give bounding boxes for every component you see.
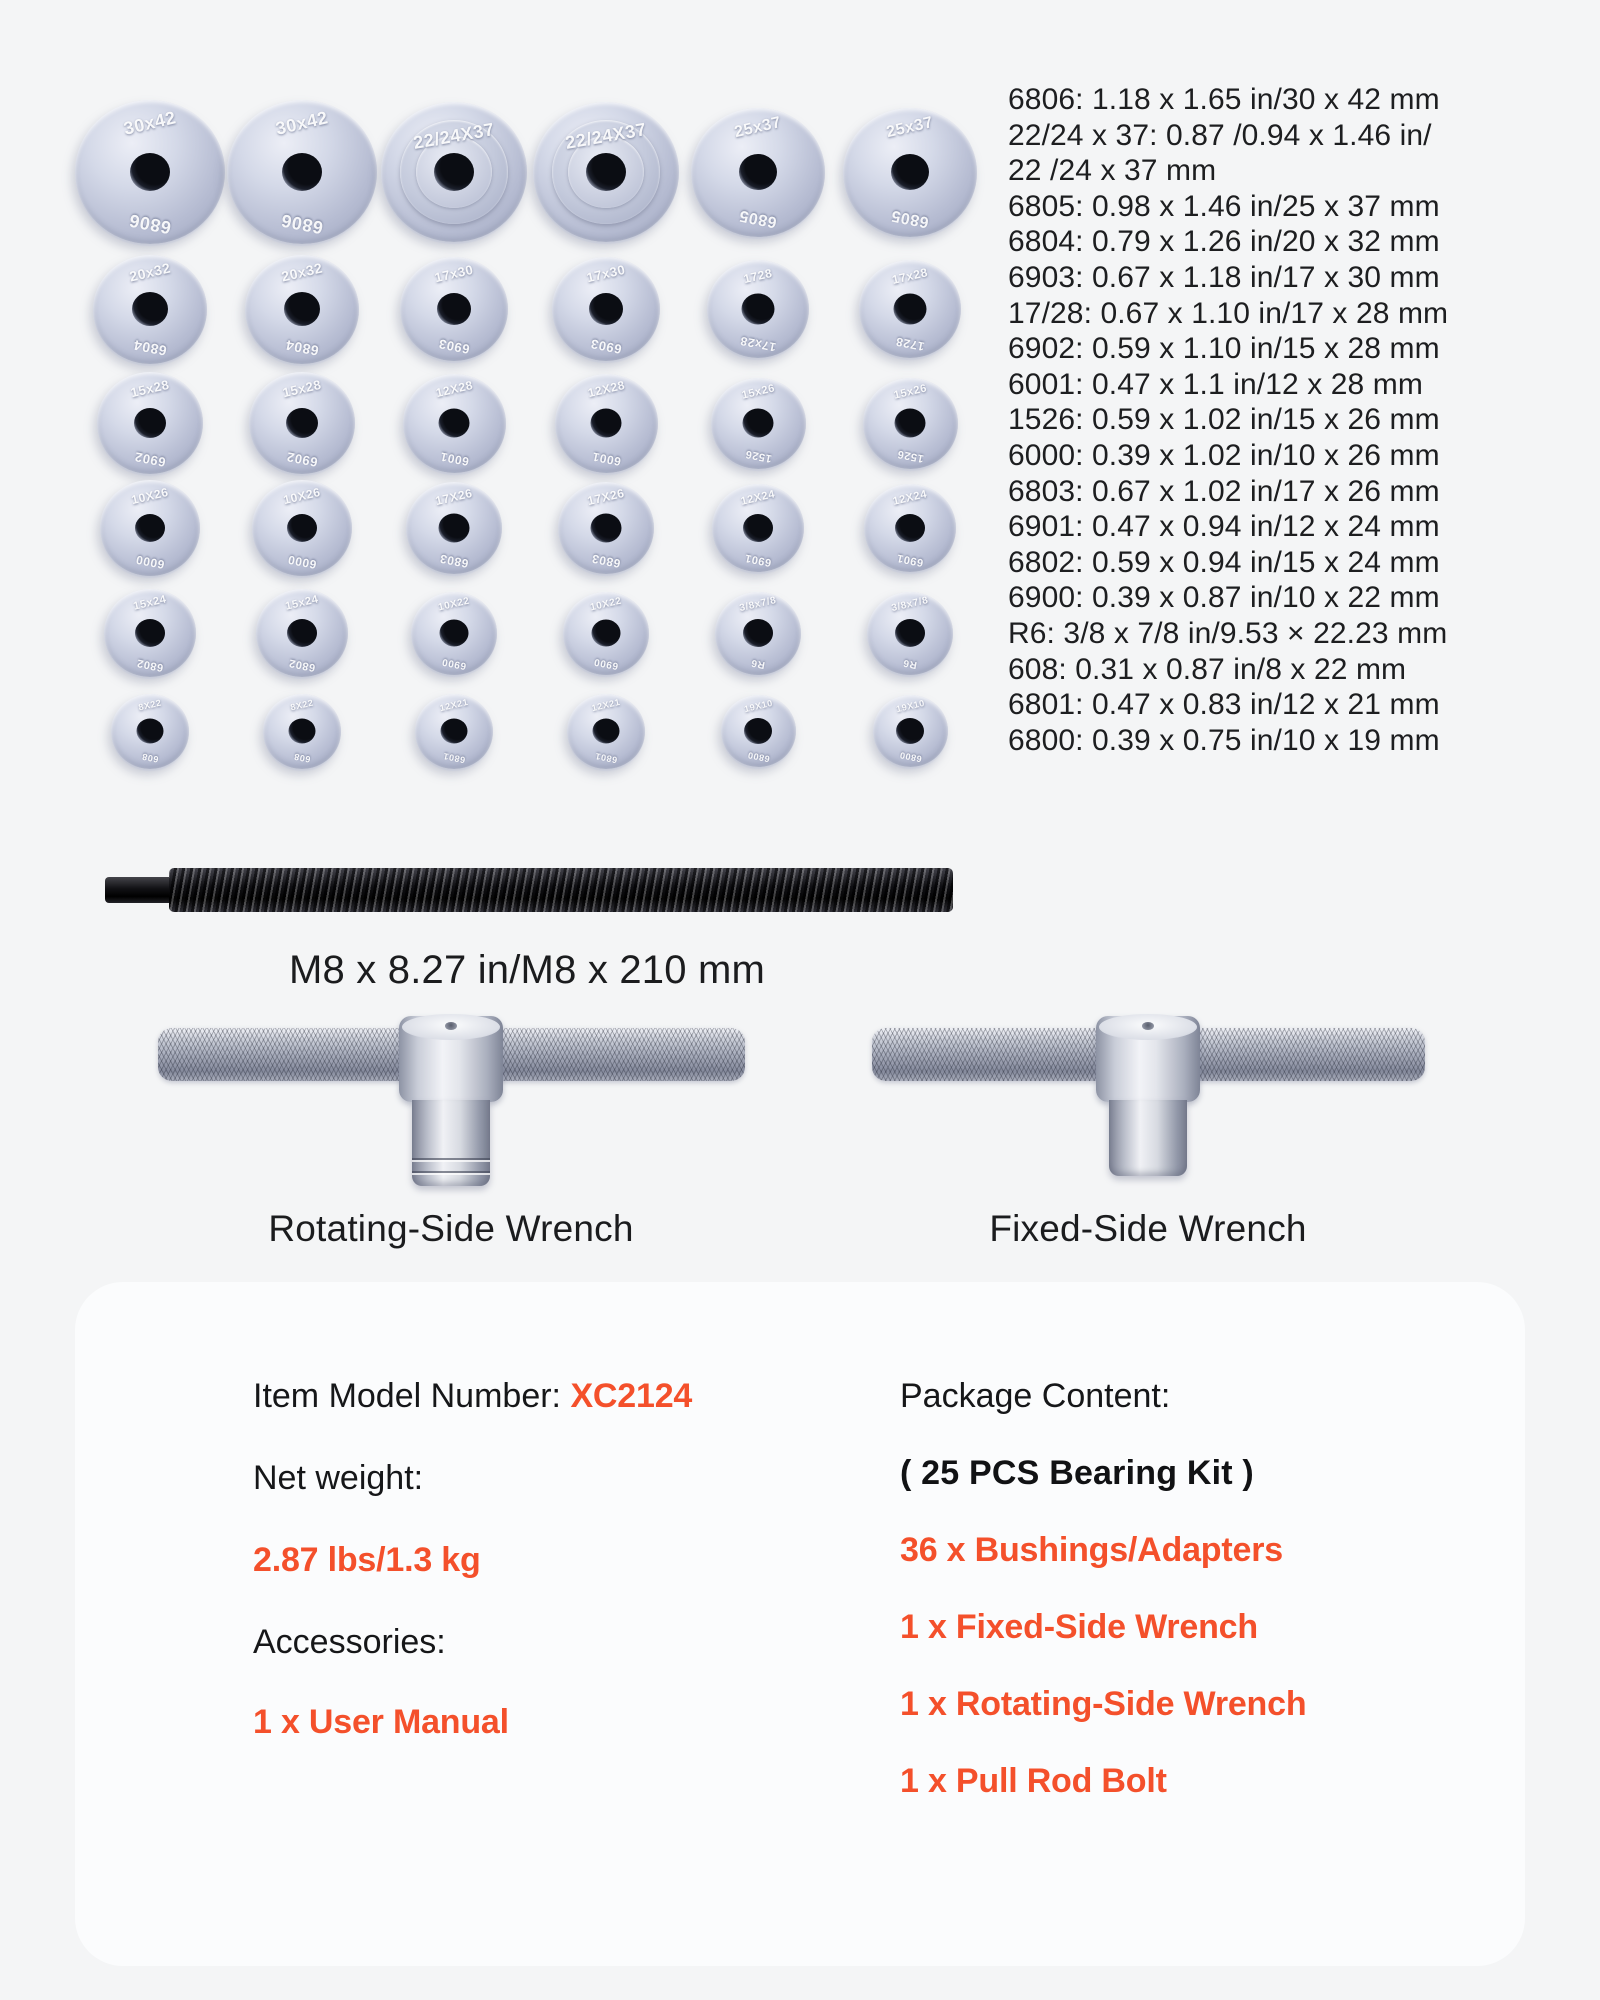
disc-size-marking: 19X10 (894, 698, 926, 715)
bushings-adapters-grid (74, 0, 986, 820)
rotating-wrench-groove (412, 1158, 490, 1162)
disc-bore-hole (742, 294, 775, 325)
bushing-disc (863, 378, 958, 469)
disc-bore-hole (586, 153, 626, 191)
pull-rod-threaded-shaft (169, 868, 953, 912)
disc-size-marking: 17X26 (434, 486, 474, 509)
bushing-cell (834, 587, 986, 679)
disc-bearing-number-marking: 6801 (594, 751, 618, 766)
pull-rod-tip (105, 877, 177, 903)
bushing-disc (867, 592, 953, 675)
disc-bore-hole (287, 619, 317, 647)
disc-bore-hole (441, 719, 468, 744)
disc-bore-hole (895, 409, 926, 438)
rotating-wrench-label: Rotating-Side Wrench (268, 1208, 634, 1249)
disc-size-marking: 17X26 (586, 486, 626, 509)
disc-bearing-number-marking: 6805 (889, 207, 931, 231)
rotating-wrench-collar (399, 1016, 503, 1102)
disc-bore-hole (132, 292, 168, 326)
disc-bearing-number-marking: 6803 (590, 550, 622, 571)
disc-bore-hole (891, 154, 929, 190)
disc-bearing-number-marking: R6 (750, 656, 766, 670)
disc-bearing-number-marking: 6802 (135, 656, 165, 674)
disc-bearing-number-marking: 6901 (895, 551, 925, 569)
bushings-row (74, 370, 986, 476)
disc-size-marking: 17x30 (585, 262, 627, 286)
disc-bore-hole (739, 154, 777, 190)
disc-bore-hole (135, 619, 165, 647)
fixed-wrench-collar-top-face (1099, 1014, 1197, 1040)
disc-bearing-number-marking: 6001 (590, 448, 622, 469)
bushing-cell (682, 252, 834, 366)
bushing-cell (682, 587, 834, 679)
size-spec-line: 6903: 0.67 x 1.18 in/17 x 30 mm (1008, 260, 1440, 294)
bushing-cell (74, 692, 226, 770)
bushing-disc (252, 480, 352, 576)
bushing-disc (843, 108, 977, 237)
disc-bore-hole (286, 408, 318, 438)
bushing-cell (74, 478, 226, 578)
package-content-label: Package Content: (900, 1377, 1171, 1415)
disc-size-marking: 15x28 (129, 376, 171, 401)
disc-bearing-number-marking: 608 (140, 751, 160, 765)
disc-bearing-number-marking: 1526 (743, 447, 773, 465)
size-spec-line: 6803: 0.67 x 1.02 in/17 x 26 mm (1008, 474, 1440, 508)
fixed-wrench-label: Fixed-Side Wrench (989, 1208, 1307, 1249)
disc-size-marking: 15x24 (132, 593, 168, 613)
disc-bore-hole (440, 620, 469, 647)
bushing-cell (226, 370, 378, 476)
bushings-row (74, 692, 986, 770)
disc-bearing-number-marking: 608 (292, 751, 312, 765)
size-spec-line: 6000: 0.39 x 1.02 in/10 x 26 mm (1008, 438, 1440, 472)
bushing-cell (226, 692, 378, 770)
disc-bearing-number-marking: 6902 (285, 449, 319, 470)
size-spec-line: 1526: 0.59 x 1.02 in/15 x 26 mm (1008, 403, 1440, 437)
bushing-cell (682, 478, 834, 578)
bushings-row (74, 478, 986, 578)
disc-size-marking: 8X22 (137, 697, 163, 713)
disc-size-marking: 15x28 (281, 376, 323, 401)
bushing-cell (682, 692, 834, 770)
disc-bore-hole (434, 153, 474, 191)
disc-bore-hole (282, 153, 322, 191)
disc-bore-hole (439, 409, 470, 438)
net-weight-label: Net weight: (253, 1459, 424, 1497)
fixed-wrench-socket-body (1109, 1100, 1187, 1176)
bushing-disc (249, 372, 355, 474)
net-weight-value: 2.87 lbs/1.3 kg (253, 1541, 481, 1579)
size-spec-line: 6901: 0.47 x 0.94 in/12 x 24 mm (1008, 510, 1440, 544)
disc-bore-hole (895, 619, 925, 647)
bushing-cell (378, 478, 530, 578)
disc-size-marking: 10X26 (130, 484, 170, 507)
size-spec-line: 22/24 x 37: 0.87 /0.94 x 1.46 in/ (1008, 118, 1432, 152)
disc-bore-hole (591, 514, 622, 543)
disc-size-marking: 17x28 (890, 264, 930, 287)
package-item-bushings: 36 x Bushings/Adapters (900, 1531, 1283, 1569)
size-spec-line: 608: 0.31 x 0.87 in/8 x 22 mm (1008, 652, 1407, 686)
disc-bearing-number-marking: 6000 (286, 552, 318, 572)
bushing-disc (691, 108, 825, 237)
bushing-disc (721, 695, 796, 767)
package-item-rotating-wrench: 1 x Rotating-Side Wrench (900, 1685, 1307, 1723)
disc-bearing-number-marking: 17x28 (738, 333, 778, 355)
size-spec-line: 22 /24 x 37 mm (1008, 154, 1217, 188)
bushing-disc (864, 484, 956, 572)
disc-bore-hole (894, 294, 927, 325)
bushing-cell (378, 692, 530, 770)
disc-bearing-number-marking: 6804 (284, 336, 320, 359)
disc-size-marking: 12X28 (434, 378, 474, 401)
bushing-disc (567, 694, 645, 769)
bushing-cell (530, 478, 682, 578)
bushing-cell (226, 478, 378, 578)
size-spec-line: 6902: 0.59 x 1.10 in/15 x 28 mm (1008, 332, 1440, 366)
bushing-disc (381, 102, 527, 242)
disc-bearing-number-marking: 6802 (287, 656, 317, 674)
disc-bearing-number-marking: 1728 (894, 334, 926, 354)
disc-size-marking: 3/8x7/8 (890, 594, 930, 615)
disc-size-marking: 8X22 (289, 697, 315, 713)
bushing-disc (707, 260, 809, 358)
bushing-disc (715, 592, 801, 675)
disc-size-marking: 12X21 (590, 697, 622, 714)
bushing-cell (834, 252, 986, 366)
bushing-cell (530, 370, 682, 476)
disc-bore-hole (284, 292, 320, 326)
spec-card (75, 1282, 1525, 1966)
disc-size-marking: 30x42 (121, 107, 178, 139)
disc-bore-hole (743, 514, 773, 542)
disc-bearing-number-marking: 6803 (438, 550, 470, 571)
bushing-cell (74, 370, 226, 476)
disc-bearing-number-marking: 6001 (438, 448, 470, 469)
disc-size-marking: 10X26 (282, 484, 322, 507)
bushing-cell (74, 96, 226, 248)
bushing-cell (226, 252, 378, 366)
pull-rod-size-label: M8 x 8.27 in/M8 x 210 mm (288, 948, 766, 992)
item-model-label: Item Model Number: (253, 1377, 571, 1415)
disc-size-marking: 10X22 (589, 595, 623, 614)
bushing-disc (533, 102, 679, 242)
bushing-disc (400, 257, 508, 361)
bushing-disc (97, 372, 203, 474)
disc-size-marking: 25x37 (732, 113, 783, 142)
disc-size-marking: 12X21 (438, 697, 470, 714)
size-spec-list (1008, 82, 1528, 758)
bushing-cell (226, 587, 378, 679)
bushing-disc (555, 374, 658, 473)
rotating-wrench-groove (412, 1171, 490, 1175)
disc-bearing-number-marking: 6000 (134, 552, 166, 572)
disc-size-marking: 22/24X37 (411, 118, 496, 153)
bushing-cell (834, 692, 986, 770)
bushing-cell (530, 96, 682, 248)
disc-bearing-number-marking: 6903 (589, 335, 623, 357)
bushing-disc (263, 694, 341, 769)
bearing-kit-label: ( 25 PCS Bearing Kit ) (900, 1454, 1254, 1492)
bushing-cell (74, 587, 226, 679)
bushing-disc (403, 374, 506, 473)
disc-bore-hole (743, 619, 773, 647)
disc-bearing-number-marking: 6805 (737, 207, 779, 231)
item-model-line (253, 1377, 692, 1416)
pull-rod-bolt (105, 868, 953, 912)
disc-bore-hole (130, 153, 170, 191)
bushing-disc (100, 480, 200, 576)
disc-size-marking: 25x37 (884, 113, 935, 142)
bushing-disc (227, 100, 377, 244)
bushing-disc (711, 378, 806, 469)
bushing-cell (378, 370, 530, 476)
bushing-disc (415, 694, 493, 769)
disc-bore-hole (743, 409, 774, 438)
disc-bore-hole (589, 293, 623, 325)
disc-size-marking: 19X10 (742, 698, 774, 715)
bushing-disc (411, 592, 497, 675)
disc-bearing-number-marking: 6806 (279, 210, 325, 238)
bushing-cell (226, 96, 378, 248)
bushing-disc (256, 589, 348, 677)
bushing-cell (530, 692, 682, 770)
disc-size-marking: 12X28 (586, 378, 626, 401)
size-spec-line: 6801: 0.47 x 0.83 in/12 x 21 mm (1008, 688, 1440, 722)
bushing-cell (378, 96, 530, 248)
disc-size-marking: 12X24 (739, 488, 777, 508)
fixed-wrench-collar (1096, 1016, 1200, 1102)
rotating-wrench-socket-body (412, 1100, 490, 1186)
bushing-cell (834, 370, 986, 476)
bushing-disc (552, 257, 660, 361)
size-spec-line: 6804: 0.79 x 1.26 in/20 x 32 mm (1008, 225, 1440, 259)
disc-size-marking: 15x26 (740, 382, 776, 402)
disc-size-marking: 22/24X37 (563, 118, 648, 153)
disc-size-marking: 12X24 (891, 488, 929, 508)
bushing-disc (558, 482, 654, 574)
rotating-wrench-collar-top-face (402, 1014, 500, 1040)
disc-bearing-number-marking: R6 (902, 656, 918, 670)
size-spec-line: 17/28: 0.67 x 1.10 in/17 x 28 mm (1008, 296, 1449, 330)
disc-bore-hole (287, 514, 317, 542)
bushing-disc (93, 255, 207, 364)
bushing-cell (834, 478, 986, 578)
bushings-row (74, 96, 986, 248)
disc-bore-hole (135, 514, 165, 542)
bushing-cell (682, 370, 834, 476)
disc-bore-hole (593, 719, 620, 744)
bushing-disc (712, 484, 804, 572)
bushing-disc (873, 695, 948, 767)
size-spec-line: 6802: 0.59 x 0.94 in/15 x 24 mm (1008, 545, 1440, 579)
bushings-row (74, 252, 986, 366)
disc-size-marking: 17x30 (433, 262, 475, 286)
bushing-disc (563, 592, 649, 675)
disc-bore-hole (591, 409, 622, 438)
package-item-fixed-wrench: 1 x Fixed-Side Wrench (900, 1608, 1258, 1646)
size-spec-line: 6805: 0.98 x 1.46 in/25 x 37 mm (1008, 189, 1440, 223)
disc-bore-hole (896, 718, 924, 744)
disc-bearing-number-marking: 6806 (127, 210, 173, 238)
accessories-value: 1 x User Manual (253, 1703, 509, 1741)
disc-bore-hole (137, 719, 164, 744)
disc-bearing-number-marking: 6902 (133, 449, 167, 470)
disc-bearing-number-marking: 6901 (743, 551, 773, 569)
disc-bore-hole (592, 620, 621, 647)
bushing-disc (104, 589, 196, 677)
size-spec-line: R6: 3/8 x 7/8 in/9.53 × 22.23 mm (1008, 616, 1448, 650)
rotating-wrench-top-hole (445, 1022, 457, 1030)
size-spec-line: 6900: 0.39 x 0.87 in/10 x 22 mm (1008, 581, 1440, 615)
disc-bearing-number-marking: 1526 (895, 447, 925, 465)
bushing-disc (406, 482, 502, 574)
bushing-disc (75, 100, 225, 244)
bushing-cell (682, 96, 834, 248)
bushing-cell (378, 252, 530, 366)
disc-bearing-number-marking: 6903 (437, 335, 471, 357)
bushing-cell (834, 96, 986, 248)
disc-size-marking: 15x26 (892, 382, 928, 402)
disc-bore-hole (439, 514, 470, 543)
disc-size-marking: 20x32 (279, 259, 325, 285)
disc-bore-hole (437, 293, 471, 325)
item-model-value: XC2124 (570, 1377, 693, 1415)
bushing-disc (111, 694, 189, 769)
disc-bearing-number-marking: 6900 (440, 655, 468, 671)
disc-bore-hole (895, 514, 925, 542)
fixed-wrench-top-hole (1142, 1022, 1154, 1030)
bushing-cell (378, 587, 530, 679)
disc-bearing-number-marking: 6801 (442, 751, 466, 766)
disc-bearing-number-marking: 6800 (746, 749, 770, 765)
disc-bore-hole (744, 718, 772, 744)
bushing-cell (530, 252, 682, 366)
accessories-label: Accessories: (253, 1623, 446, 1661)
disc-size-marking: 3/8x7/8 (738, 594, 778, 615)
size-spec-line: 6001: 0.47 x 1.1 in/12 x 28 mm (1008, 367, 1423, 401)
size-spec-line: 6806: 1.18 x 1.65 in/30 x 42 mm (1008, 83, 1440, 116)
disc-size-marking: 15x24 (284, 593, 320, 613)
bushing-disc (245, 255, 359, 364)
disc-bore-hole (289, 719, 316, 744)
bushing-cell (74, 252, 226, 366)
disc-bearing-number-marking: 6804 (132, 336, 168, 359)
bushing-disc (859, 260, 961, 358)
bushings-row (74, 587, 986, 679)
disc-bore-hole (134, 408, 166, 438)
disc-size-marking: 10X22 (437, 595, 471, 614)
disc-bearing-number-marking: 6800 (898, 749, 922, 765)
disc-bearing-number-marking: 6900 (592, 655, 620, 671)
disc-size-marking: 1728 (742, 265, 774, 286)
disc-size-marking: 20x32 (127, 259, 173, 285)
disc-size-marking: 30x42 (273, 107, 330, 139)
bushing-cell (530, 587, 682, 679)
package-item-pull-rod: 1 x Pull Rod Bolt (900, 1762, 1167, 1800)
size-spec-line: 6800: 0.39 x 0.75 in/10 x 19 mm (1008, 723, 1440, 757)
